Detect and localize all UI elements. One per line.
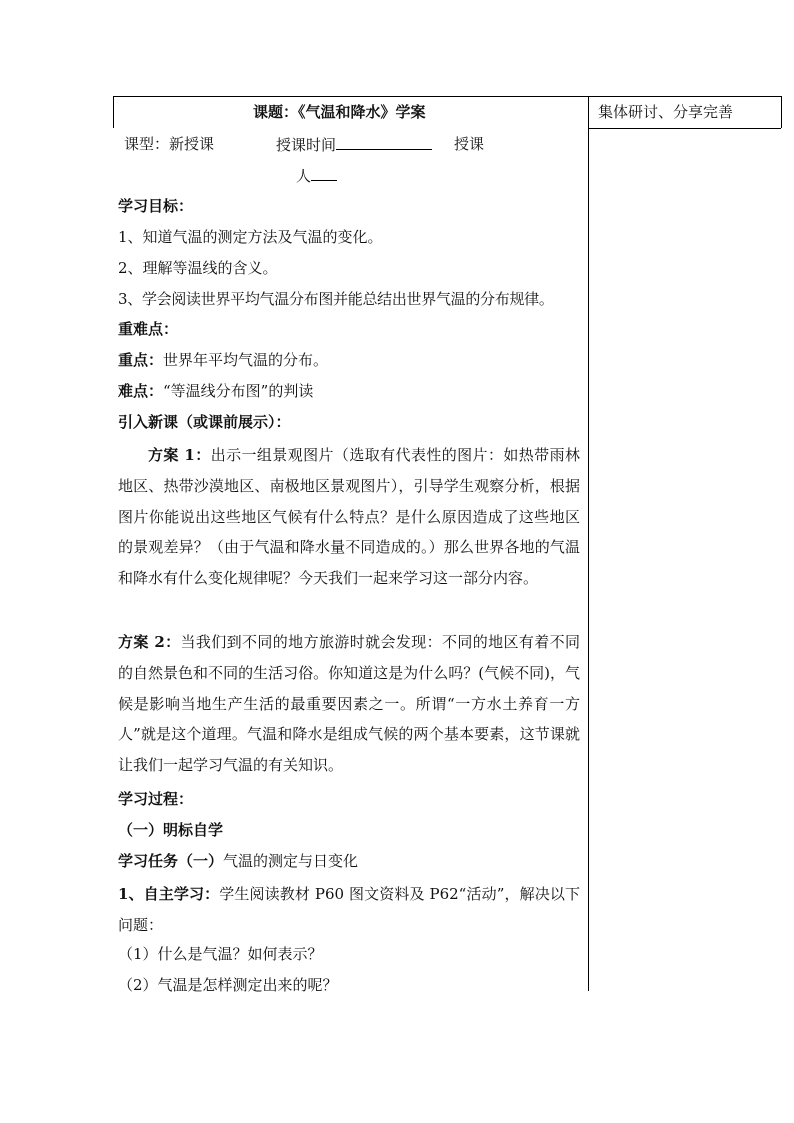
plan2-paragraph xyxy=(118,627,580,781)
plan1-text: 出示一组景观图片（选取有代表性的图片：如热带雨林地区、热带沙漠地区、南极地区景观图片），引导学生观察分析，根据图片你能说出这些地区气候有什么特点？是什么原因造成了这些地区的景观差异？（由于气温和降水量不同造成的。）那么世界各地的气温和降水有什么变化规律呢？今天我们一起来学习这一部分内容。 xyxy=(118,446,580,588)
side-column-header: 集体研讨、分享完善 xyxy=(598,103,734,121)
teacher-label-part2: 人 xyxy=(296,167,312,185)
task1-line xyxy=(118,850,358,872)
task1-label: 学习任务（一） xyxy=(118,852,224,870)
page-title: 课题：《气温和降水》学案 xyxy=(253,103,426,121)
self-study-text: 学生阅读教材 P60 图文资料及 P62“活动”，解决以下问题： xyxy=(118,885,580,934)
self-study-label: 1、自主学习： xyxy=(118,885,220,903)
table-column-divider xyxy=(588,96,589,991)
key-points-heading: 重难点： xyxy=(118,320,179,338)
key-point-line xyxy=(118,349,328,371)
difficult-point-text: “等温线分布图”的判读 xyxy=(163,382,314,400)
goal-item: 1、知道气温的测定方法及气温的变化。 xyxy=(118,228,383,246)
teach-time-blank xyxy=(336,133,432,150)
goals-heading: 学习目标： xyxy=(118,197,194,215)
task1-text: 气温的测定与日变化 xyxy=(223,852,359,870)
plan2-label: 方案 2： xyxy=(118,633,181,651)
goal-item: 2、理解等温线的含义。 xyxy=(118,259,278,277)
section1-heading: （一）明标自学 xyxy=(118,821,224,839)
difficult-point-line xyxy=(118,380,313,402)
question-item: （1）什么是气温？如何表示？ xyxy=(118,945,323,963)
teacher-label-part1: 授课 xyxy=(454,135,485,153)
plan1-label: 方案 1： xyxy=(148,446,211,464)
difficult-point-label: 难点： xyxy=(118,382,164,400)
intro-heading: 引入新课（或课前展示）： xyxy=(118,413,291,431)
teacher-field xyxy=(296,164,337,187)
key-point-text: 世界年平均气温的分布。 xyxy=(163,351,329,369)
plan1-paragraph xyxy=(118,440,580,594)
teach-time-label: 授课时间 xyxy=(276,136,337,154)
question-item: （2）气温是怎样测定出来的呢？ xyxy=(118,976,338,994)
plan2-text: 当我们到不同的地方旅游时就会发现：不同的地区有着不同的自然景色和不同的生活习俗。你知道这是为什么吗？(气候不同)，气候是影响当地生产生活的最重要因素之一。所谓“一方水土养育一方人”就是这个道理。气温和降水是组成气候的两个基本要素，这节课就让我们一起学习气温的有关知识。 xyxy=(118,633,580,775)
table-left-border xyxy=(113,96,114,128)
teach-time-field xyxy=(276,133,432,156)
side-header-bottom-border xyxy=(588,128,781,129)
teacher-blank xyxy=(311,164,337,181)
process-heading: 学习过程： xyxy=(118,790,194,808)
table-top-border xyxy=(113,96,781,97)
lesson-type: 课型：新授课 xyxy=(124,135,215,153)
goal-item: 3、学会阅读世界平均气温分布图并能总结出世界气温的分布规律。 xyxy=(118,290,554,308)
key-point-label: 重点： xyxy=(118,351,164,369)
self-study-paragraph xyxy=(118,879,580,941)
table-right-border xyxy=(781,96,782,128)
